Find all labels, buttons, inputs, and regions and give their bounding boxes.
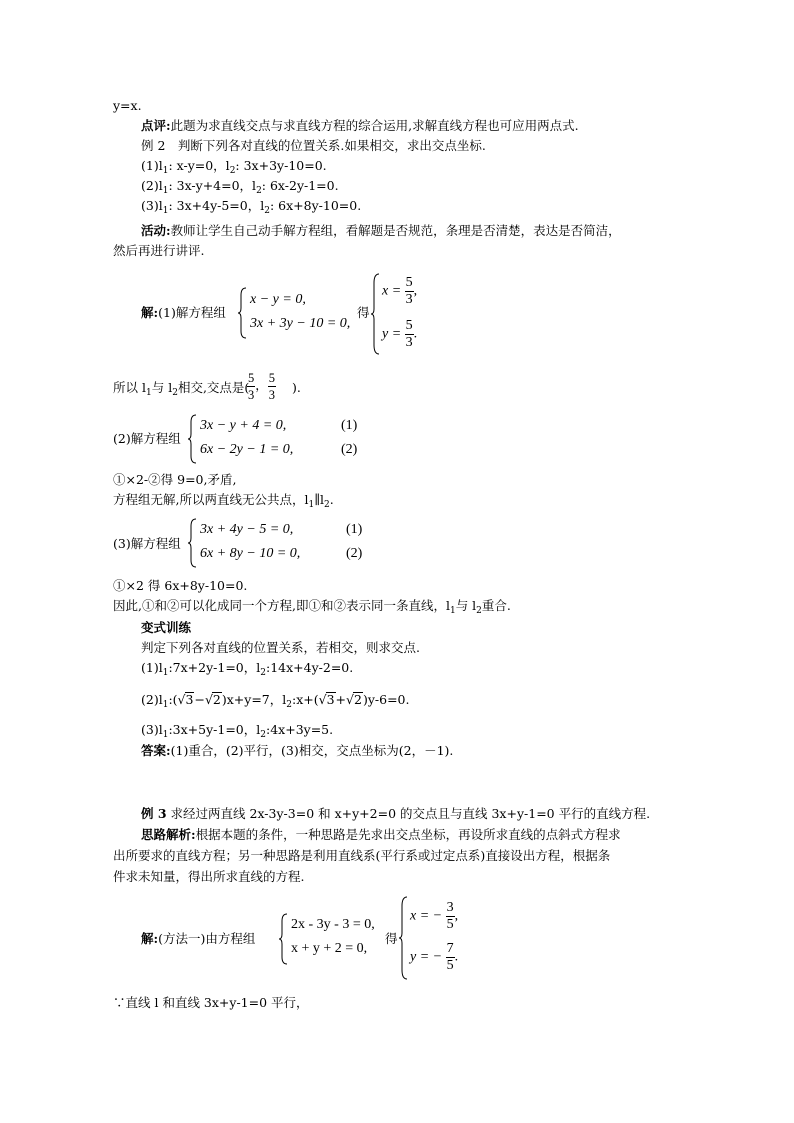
activity-line: 活动:教师让学生自己动手解方程组，看解题是否规范，条理是否清楚，表达是否简洁，	[141, 223, 621, 238]
example-2-item-1: $(1)l_1$: x-y=0，$l_2$: 3x+3y-10=0.	[141, 158, 327, 176]
de-text: 得	[357, 305, 370, 320]
comment-label: 点评:	[141, 118, 171, 133]
result-4-x: x = − $\frac{3}{5}$ ,	[410, 900, 459, 932]
comment-line: 点评:此题为求直线交点与求直线方程的综合运用,求解直线方程也可应用两点式.	[141, 118, 579, 133]
example-2-item-3: $(3)l_1$: 3x+4y-5=0，$l_2$: 6x+8y-10=0.	[141, 198, 362, 216]
variation-training-intro: 判定下列各对直线的位置关系，若相交，则求交点.	[141, 640, 420, 655]
example-2-item-2: $(2)l_1$: 3x-y+4=0，$l_2$: 6x-2y-1=0.	[141, 178, 339, 196]
system-1-eq-2: 3x + 3y − 10 = 0,	[250, 316, 351, 331]
intersection-point: $\frac{5}{3}$ ， $\frac{5}{3}$	[248, 371, 276, 402]
example-2-title: 例 2 判断下列各对直线的位置关系.如果相交，求出交点坐标.	[141, 138, 486, 153]
solution-1-label: 解:(1)解方程组	[141, 305, 226, 320]
solution-4-label: 解:(方法一)由方程组	[141, 931, 256, 946]
left-brace	[238, 287, 248, 339]
left-brace	[279, 913, 289, 965]
variation-item-2: $(2)l_1:(√3-√2)x+y=7$，$l_2:x+(√3+√2)y-6=0$.	[141, 692, 410, 710]
text-line: 出所要求的直线方程；另一种思路是利用直线系(平行系或过定点系)直接设出方程，根据条	[113, 848, 611, 863]
equation-tag-2: (2)	[341, 442, 358, 457]
system-3-eq-1: 3x + 4y − 5 = 0,	[200, 522, 294, 537]
left-brace	[399, 896, 409, 980]
text-line: ①×2 得 6x+8y-10=0.	[113, 578, 248, 593]
equation-tag-1: (1)	[341, 418, 358, 433]
intersection-line: 所以 $l_1$与 $l_2$相交,交点是(	[113, 380, 250, 398]
left-brace	[371, 273, 381, 355]
text-line: ).	[292, 380, 301, 395]
result-4-y: y = − $\frac{7}{5}$ .	[410, 941, 459, 973]
text-line: 因此,①和②可以化成同一个方程,即①和②表示同一条直线，$l_1$与 $l_2$重合.	[113, 598, 511, 616]
example-3-title: 例 3 求经过两直线 2x-3y-3=0 和 x+y+2=0 的交点且与直线 3x+y-1=0 平行的直线方程.	[141, 806, 651, 821]
text-line: ①×2-②得 9=0,矛盾,	[113, 472, 237, 487]
text-line: y=x.	[113, 98, 142, 113]
de-text: 得	[385, 931, 398, 946]
analysis-line: 思路解析:根据本题的条件，一种思路是先求出交点坐标，再设所求直线的点斜式方程求	[141, 827, 621, 842]
system-1-eq-1: x − y = 0,	[250, 292, 306, 307]
text-line: ∵直线 l 和直线 3x+y-1=0 平行，	[113, 995, 309, 1010]
answer-line: 答案:(1)重合，(2)平行，(3)相交，交点坐标为(2，－1).	[141, 743, 454, 758]
left-brace	[188, 518, 198, 568]
text-line: 方程组无解,所以两直线无公共点，$l_1\parallel l_2$.	[113, 492, 334, 510]
system-4-eq-1: 2x - 3y - 3 = 0,	[291, 917, 375, 932]
result-1-y: y = $\frac{5}{3}$ .	[382, 318, 418, 350]
variation-training-title: 变式训练	[141, 620, 192, 635]
system-4-eq-2: x + y + 2 = 0,	[291, 941, 368, 956]
text-line: 件求未知量，得出所求直线的方程.	[113, 869, 305, 884]
variation-item-3: $(3)l_1:3x+5y-1=0$，$l_2:4x+3y=5$.	[141, 722, 334, 740]
variation-item-1: $(1)l_1:7x+2y-1=0$，$l_2:14x+4y-2=0$.	[141, 660, 354, 678]
system-2-eq-2: 6x − 2y − 1 = 0,	[200, 442, 294, 457]
solution-2-label: (2)解方程组	[113, 431, 181, 446]
text-line: 然后再进行讲评.	[113, 243, 205, 258]
solution-3-label: (3)解方程组	[113, 536, 181, 551]
equation-tag-1: (1)	[346, 522, 363, 537]
answer-label: 答案:	[141, 743, 171, 758]
equation-tag-2: (2)	[346, 546, 363, 561]
system-3-eq-2: 6x + 8y − 10 = 0,	[200, 546, 301, 561]
analysis-label: 思路解析:	[141, 827, 196, 842]
result-1-x: x = $\frac{5}{3}$ ,	[382, 275, 418, 307]
system-2-eq-1: 3x − y + 4 = 0,	[200, 418, 287, 433]
left-brace	[188, 414, 198, 464]
activity-label: 活动:	[141, 223, 171, 238]
